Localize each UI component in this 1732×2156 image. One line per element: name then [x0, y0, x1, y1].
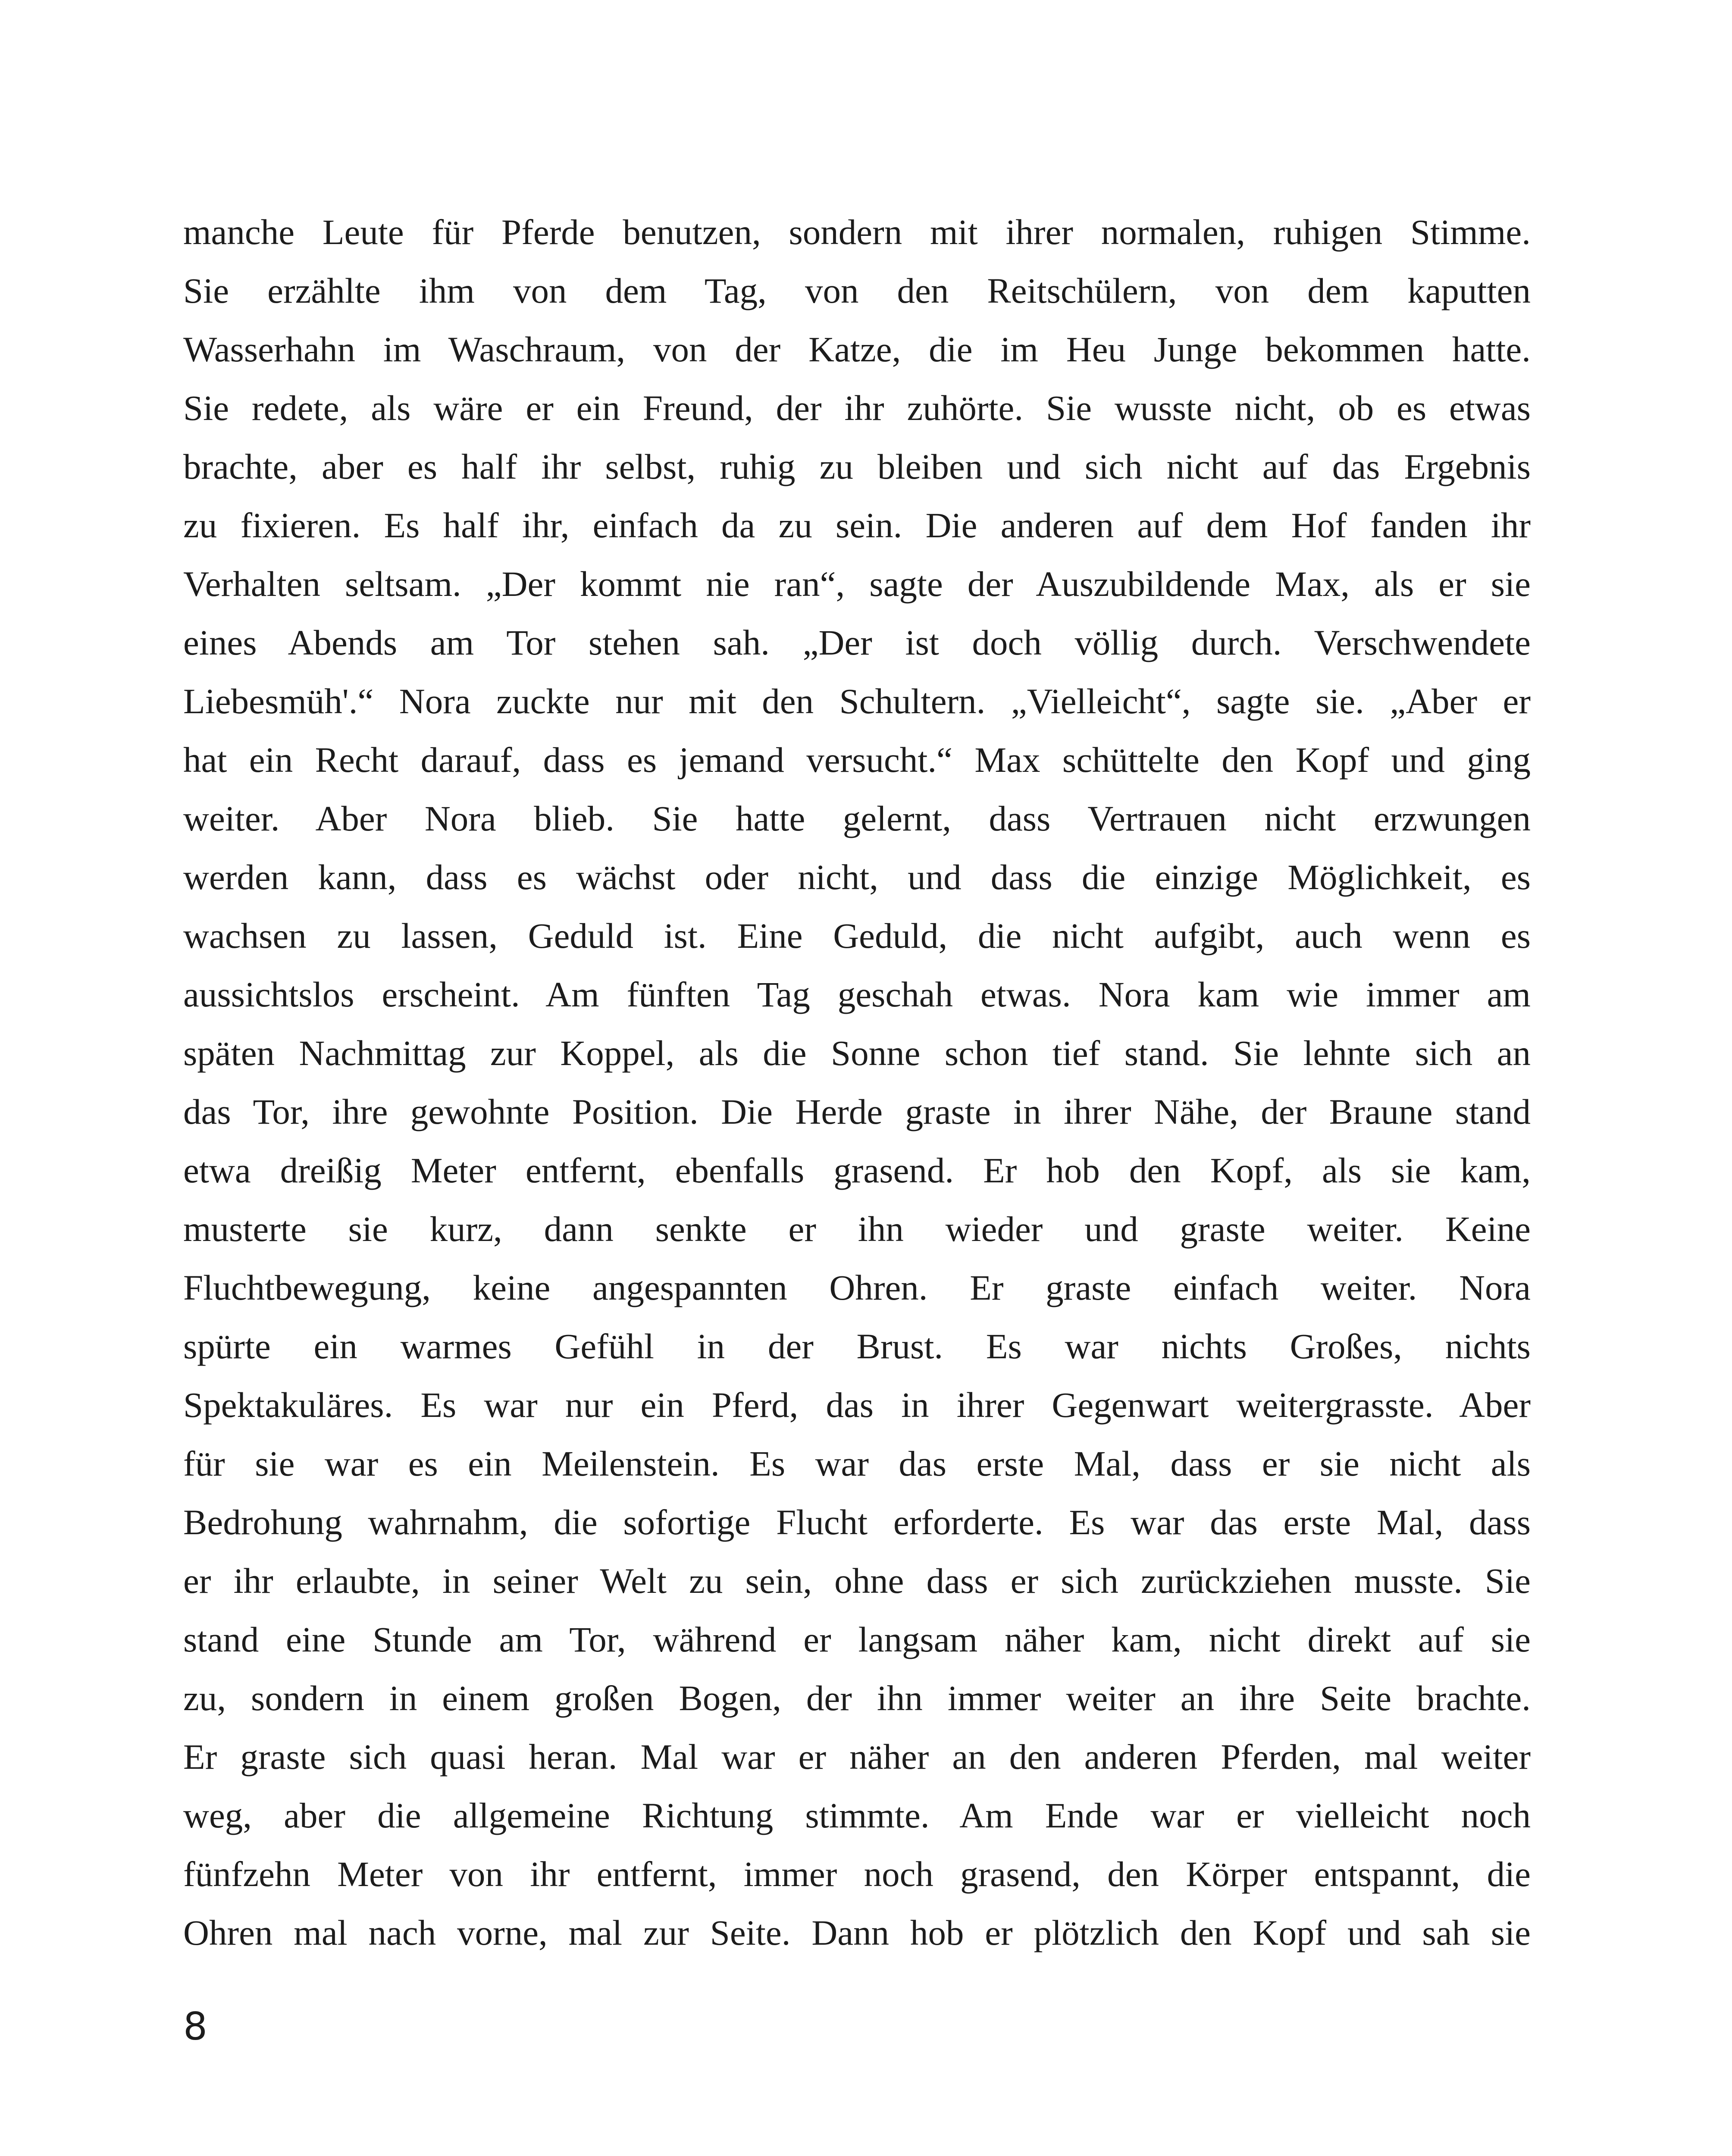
text-line: musterte sie kurz, dann senkte er ihn wieder und graste weiter. Keine	[183, 1209, 1531, 1249]
text-line: er ihr erlaubte, in seiner Welt zu sein, ohne dass er sich zurückziehen musste. Sie	[183, 1561, 1531, 1601]
text-line: Wasserhahn im Waschraum, von der Katze, die im Heu Junge bekommen hatte.	[183, 329, 1531, 369]
body-text	[183, 203, 1531, 1962]
text-line: für sie war es ein Meilenstein. Es war das erste Mal, dass er sie nicht als	[183, 1444, 1531, 1483]
text-line: werden kann, dass es wächst oder nicht, und dass die einzige Möglichkeit, es	[183, 857, 1531, 897]
text-line: aussichtslos erscheint. Am fünften Tag geschah etwas. Nora kam wie immer am	[183, 975, 1531, 1014]
text-line: späten Nachmittag zur Koppel, als die Sonne schon tief stand. Sie lehnte sich an	[183, 1033, 1531, 1073]
text-line: Spektakuläres. Es war nur ein Pferd, das in ihrer Gegenwart weitergrasste. Aber	[183, 1385, 1531, 1425]
text-line: weiter. Aber Nora blieb. Sie hatte gelernt, dass Vertrauen nicht erzwungen	[183, 799, 1531, 838]
text-line: zu, sondern in einem großen Bogen, der ihn immer weiter an ihre Seite brachte.	[183, 1678, 1531, 1718]
text-line: weg, aber die allgemeine Richtung stimmte. Am Ende war er vielleicht noch	[183, 1796, 1531, 1835]
text-line: zu fixieren. Es half ihr, einfach da zu sein. Die anderen auf dem Hof fanden ihr	[183, 505, 1531, 545]
text-line: Fluchtbewegung, keine angespannten Ohren. Er graste einfach weiter. Nora	[183, 1268, 1531, 1307]
text-line: Sie redete, als wäre er ein Freund, der ihr zuhörte. Sie wusste nicht, ob es etwas	[183, 388, 1531, 428]
text-line: Sie erzählte ihm von dem Tag, von den Reitschülern, von dem kaputten	[183, 271, 1531, 310]
text-line: spürte ein warmes Gefühl in der Brust. Es war nichts Großes, nichts	[183, 1326, 1531, 1366]
text-line: wachsen zu lassen, Geduld ist. Eine Geduld, die nicht aufgibt, auch wenn es	[183, 916, 1531, 956]
page-number: 8	[183, 2004, 207, 2049]
text-line: Liebesmüh'.“ Nora zuckte nur mit den Schultern. „Vielleicht“, sagte sie. „Aber er	[183, 681, 1531, 721]
text-line: stand eine Stunde am Tor, während er langsam näher kam, nicht direkt auf sie	[183, 1620, 1531, 1659]
text-line: manche Leute für Pferde benutzen, sondern mit ihrer normalen, ruhigen Stimme.	[183, 212, 1531, 252]
text-line: Ohren mal nach vorne, mal zur Seite. Dann hob er plötzlich den Kopf und sah sie	[183, 1913, 1531, 1952]
text-line: Verhalten seltsam. „Der kommt nie ran“, sagte der Auszubildende Max, als er sie	[183, 564, 1531, 604]
text-line: Bedrohung wahrnahm, die sofortige Flucht erforderte. Es war das erste Mal, dass	[183, 1502, 1531, 1542]
text-line: Er graste sich quasi heran. Mal war er näher an den anderen Pferden, mal weiter	[183, 1737, 1531, 1777]
text-line: das Tor, ihre gewohnte Position. Die Herde graste in ihrer Nähe, der Braune stand	[183, 1092, 1531, 1131]
text-line: brachte, aber es half ihr selbst, ruhig zu bleiben und sich nicht auf das Ergebnis	[183, 447, 1531, 486]
text-line: eines Abends am Tor stehen sah. „Der ist doch völlig durch. Verschwendete	[183, 623, 1531, 662]
text-line: etwa dreißig Meter entfernt, ebenfalls grasend. Er hob den Kopf, als sie kam,	[183, 1150, 1531, 1190]
text-line: fünfzehn Meter von ihr entfernt, immer noch grasend, den Körper entspannt, die	[183, 1854, 1531, 1894]
text-line: hat ein Recht darauf, dass es jemand versucht.“ Max schüttelte den Kopf und ging	[183, 740, 1531, 780]
